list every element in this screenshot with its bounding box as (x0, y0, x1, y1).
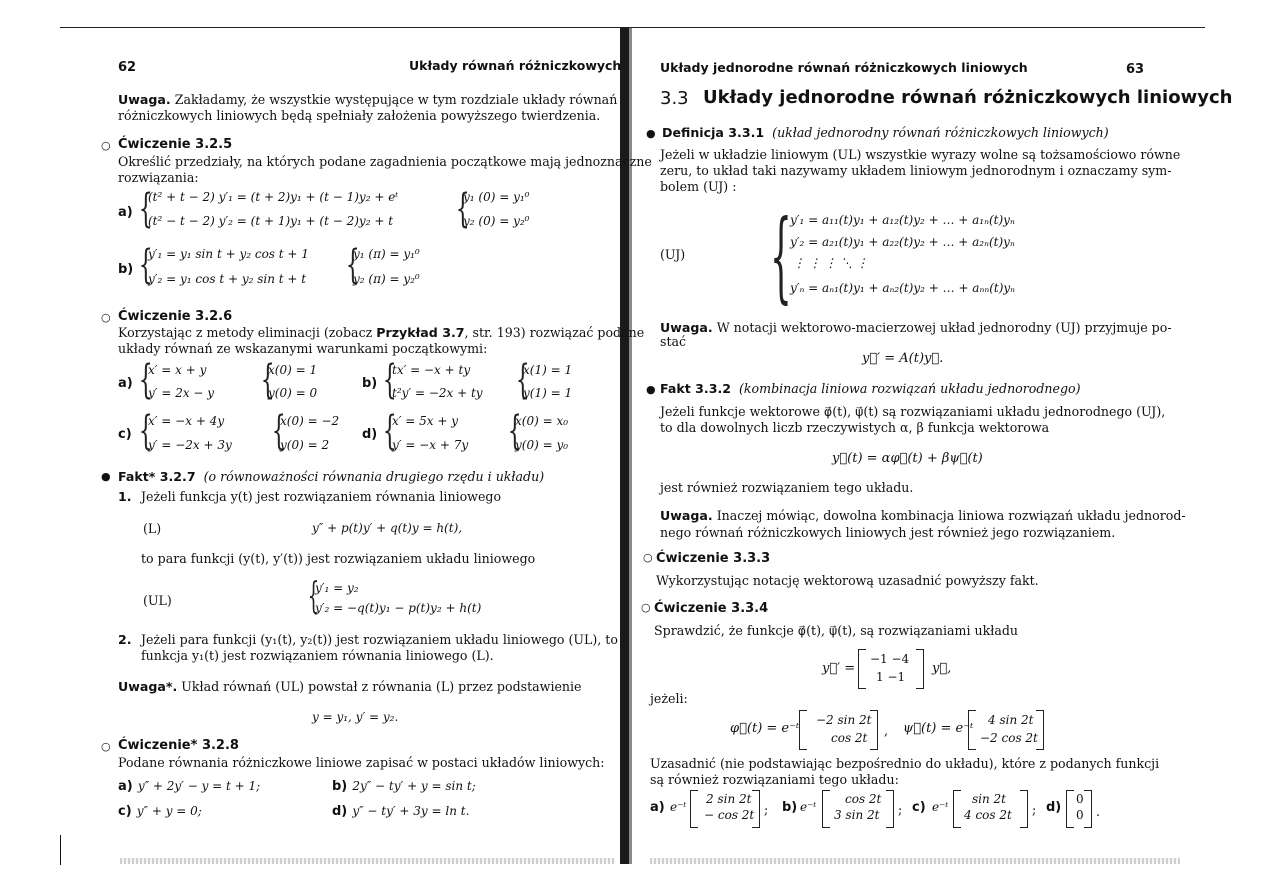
cw326d-ic1: x(0) = x₀ (515, 414, 569, 428)
UJ-row3-dots: ⋮ ⋮ ⋮ ⋱ ⋮ (793, 256, 869, 270)
item-a-label: a) (118, 376, 133, 391)
bracket-right-icon (1036, 710, 1044, 750)
exercise-3-3-4-title: Ćwiczenie 3.3.4 (654, 601, 769, 616)
bracket-left-icon (968, 710, 976, 750)
bullet-icon: ● (646, 127, 656, 140)
answer-c-row1: sin 2t (972, 792, 1006, 806)
cw326c-ic1: x(0) = −2 (280, 414, 340, 428)
cw326b-eq1: tx′ = −x + ty (392, 363, 471, 377)
uwaga-line2: stać (660, 334, 687, 349)
cw328-line1: Podane równania różniczkowe liniowe zapisać w postaci układów liniowych: (118, 755, 605, 770)
bullet-icon: ● (101, 470, 111, 483)
brace-icon: { (770, 200, 792, 314)
equation-L: y″ + p(t)y′ + q(t)y = h(t), (312, 521, 463, 535)
bracket-right-icon (916, 649, 924, 689)
answer-b-row1: cos 2t (845, 792, 882, 806)
brace-icon: { (260, 357, 275, 403)
cw334-line1: Sprawdzić, że funkcje φ⃗(t), ψ⃗(t), są rozwiązaniami układu (654, 623, 1019, 638)
bracket-right-icon (886, 790, 894, 828)
exercise-3-3-3-title: Ćwiczenie 3.3.3 (656, 551, 771, 566)
semicolon-separator: ; (898, 802, 903, 817)
cw326a-eq2: y′ = 2x − y (148, 386, 215, 400)
left-running-head: Układy równań różniczkowych (409, 58, 622, 73)
answer-a-exp: e⁻ᵗ (670, 800, 687, 814)
answer-c-row2: 4 cos 2t (964, 808, 1012, 822)
cw326d-ic2: y(0) = y₀ (515, 438, 569, 452)
answer-c-exp: e⁻ᵗ (932, 800, 949, 814)
combination-equation: y⃗(t) = αφ⃗(t) + βψ⃗(t) (832, 451, 983, 466)
equation-label-L: (L) (143, 521, 162, 536)
item-a-label: a) (118, 205, 133, 220)
cw326b-eq2: t²y′ = −2x + ty (392, 386, 483, 400)
uwaga3-line1: Uwaga. Inaczej mówiąc, dowolna kombinacja liniowa rozwiązań układu jednorod- (660, 508, 1186, 523)
brace-icon: { (382, 357, 397, 403)
UJ-row1: y′₁ = a₁₁(t)y₁ + a₁₂(t)y₂ + … + a₁ₙ(t)yₙ (790, 213, 1015, 227)
bullet-icon: ● (646, 383, 656, 396)
psi-lhs: ψ⃗(t) = e⁻ᵗ (903, 721, 974, 736)
def-line3: bolem (UJ) : (660, 179, 737, 194)
brace-icon: { (455, 186, 470, 232)
brace-icon: { (138, 357, 153, 403)
cw328-item-a: a) y″ + 2y′ − y = t + 1; (118, 779, 261, 794)
cw326a-eq1: x′ = x + y (148, 363, 207, 377)
item-d-label: d) (362, 427, 378, 442)
UJ-row2: y′₂ = a₂₁(t)y₁ + a₂₂(t)y₂ + … + a₂ₙ(t)yₙ (790, 235, 1015, 249)
cw325a-ic1: y₁ (0) = y₁⁰ (463, 190, 530, 204)
right-page-number: 63 (1126, 62, 1145, 77)
cw325b-eq2: y′₂ = y₁ cos t + y₂ sin t + t (148, 272, 307, 286)
fakt332-line3: jest również rozwiązaniem tego układu. (660, 480, 914, 495)
page-edge-mark (60, 835, 61, 865)
system-UL-eq2: y′₂ = −q(t)y₁ − p(t)y₂ + h(t) (315, 601, 482, 615)
uwaga1-line2: różniczkowych liniowych będą spełniały założenia powyższego twierdzenia. (118, 108, 601, 123)
brace-icon: { (138, 408, 153, 454)
right-running-head: Układy jednorodne równań różniczkowych liniowych (660, 60, 1028, 75)
bracket-right-icon (870, 710, 878, 750)
bracket-left-icon (690, 790, 698, 828)
cw326c-eq2: y′ = −2x + 3y (148, 438, 232, 452)
fakt-item-1-number: 1. (118, 489, 132, 504)
bracket-left-icon (822, 790, 830, 828)
exercise-3-2-5-title: Ćwiczenie 3.2.5 (118, 137, 233, 152)
answer-b-row2: 3 sin 2t (834, 808, 880, 822)
cw326c-eq1: x′ = −x + 4y (148, 414, 225, 428)
bracket-right-icon (1020, 790, 1028, 828)
bracket-left-icon (799, 710, 807, 750)
period-separator: . (1096, 804, 1101, 819)
cw325b-eq1: y′₁ = y₁ sin t + y₂ cos t + 1 (148, 247, 309, 261)
answer-b-label: b) (782, 800, 798, 815)
cw326a-ic2: y(0) = 0 (268, 386, 318, 400)
phi-row1: −2 sin 2t (816, 713, 872, 727)
bracket-left-icon (1066, 790, 1074, 828)
section-number: 3.3 (660, 88, 689, 109)
brace-icon: { (382, 408, 397, 454)
cw326c-ic2: y(0) = 2 (280, 438, 330, 452)
comma-separator: , (884, 723, 889, 738)
scan-artifact-right (650, 858, 1180, 864)
cw328-item-c: c) y″ + y = 0; (118, 804, 202, 819)
substitution-equation: y = y₁, y′ = y₂. (312, 710, 399, 724)
brace-icon: { (515, 357, 530, 403)
fakt-3-3-2-title: Fakt 3.3.2 (kombinacja liniowa rozwiązań układu jednorodnego) (660, 381, 1081, 396)
vector-equation: y⃗′ = A(t)y⃗. (862, 351, 944, 366)
definition-3-3-1-title: Definicja 3.3.1 (układ jednorodny równań różniczkowych liniowych) (662, 125, 1109, 140)
cw333-line1: Wykorzystując notację wektorową uzasadnić powyższy fakt. (656, 573, 1039, 588)
bracket-right-icon (752, 790, 760, 828)
brace-icon: { (507, 408, 522, 454)
exercise-3-2-8-title: Ćwiczenie* 3.2.8 (118, 738, 239, 753)
equation-label-UL: (UL) (143, 593, 172, 608)
exercise-circle-icon: ○ (101, 311, 111, 324)
phi-lhs: φ⃗(t) = e⁻ᵗ (730, 721, 800, 736)
answer-d-row2: 0 (1076, 808, 1084, 822)
fakt-item-1-text: Jeżeli funkcja y(t) jest rozwiązaniem równania liniowego (141, 489, 502, 504)
semicolon-separator: ; (1032, 802, 1037, 817)
answer-d-label: d) (1046, 800, 1062, 815)
item-b-label: b) (118, 262, 134, 277)
fakt-item-2-line1: Jeżeli para funkcji (y₁(t), y₂(t)) jest rozwiązaniem układu liniowego (UL), to (141, 632, 618, 647)
brace-icon: { (307, 576, 320, 617)
exercise-circle-icon: ○ (101, 139, 111, 152)
semicolon-separator: ; (764, 802, 769, 817)
cw326d-eq2: y′ = −x + 7y (392, 438, 469, 452)
cw325-line2: rozwiązania: (118, 170, 199, 185)
left-page-number: 62 (118, 60, 137, 75)
uz-line1: Uzasadnić (nie podstawiając bezpośrednio do układu), które z podanych funkcji (650, 756, 1160, 771)
cw325a-eq1: (t² + t − 2) y′₁ = (t + 2)y₁ + (t − 1)y₂ + eᵗ (148, 190, 399, 204)
scan-artifact-left (120, 858, 615, 864)
cw325a-ic2: y₂ (0) = y₂⁰ (463, 214, 530, 228)
brace-icon: { (345, 242, 360, 288)
fakt-item-2-line2: funkcja y₁(t) jest rozwiązaniem równania liniowego (L). (141, 648, 494, 663)
def-line2: zeru, to układ taki nazywamy układem liniowym jednorodnym i oznaczamy sym- (660, 163, 1172, 178)
bracket-left-icon (858, 649, 866, 689)
section-title: Układy jednorodne równań różniczkowych liniowych (703, 87, 1233, 108)
answer-b-exp: e⁻ᵗ (800, 800, 817, 814)
fakt-3-2-7-title: Fakt* 3.2.7 (o równoważności równania drugiego rzędu i układu) (118, 469, 545, 484)
psi-row2: −2 cos 2t (980, 731, 1038, 745)
matrix-row2: 1 −1 (876, 670, 906, 684)
bracket-right-icon (1084, 790, 1092, 828)
item-c-label: c) (118, 427, 132, 442)
fakt-item-2-number: 2. (118, 632, 132, 647)
cw326b-ic2: y(1) = 1 (523, 386, 573, 400)
uwaga-line1: Uwaga. W notacji wektorowo-macierzowej układ jednorodny (UJ) przyjmuje po- (660, 320, 1172, 335)
cw326b-ic1: x(1) = 1 (523, 363, 573, 377)
exercise-circle-icon: ○ (643, 551, 653, 564)
system-UL-eq1: y′₁ = y₂ (315, 581, 359, 595)
cw328-item-b: b) 2y″ − ty′ + y = sin t; (332, 779, 476, 794)
def-line1: Jeżeli w układzie liniowym (UL) wszystkie wyrazy wolne są tożsamościowo równe (660, 147, 1181, 162)
answer-a-label: a) (650, 800, 665, 815)
top-rule (60, 27, 1205, 28)
matrix-row1: −1 −4 (870, 652, 910, 666)
exercise-3-2-6-title: Ćwiczenie 3.2.6 (118, 309, 233, 324)
answer-c-label: c) (912, 800, 926, 815)
uwaga2-line: Uwaga*. Układ równań (UL) powstał z równania (L) przez podstawienie (118, 679, 582, 694)
UJ-row-n: y′ₙ = aₙ₁(t)y₁ + aₙ₂(t)y₂ + … + aₙₙ(t)yₙ (790, 281, 1016, 295)
cw325a-eq2: (t² − t − 2) y′₂ = (t + 1)y₁ + (t − 2)y₂ + t (148, 214, 394, 228)
exercise-circle-icon: ○ (101, 740, 111, 753)
equation-label-UJ: (UJ) (660, 247, 686, 262)
cw325b-ic1: y₁ (π) = y₁⁰ (353, 247, 420, 261)
brace-icon: { (138, 242, 153, 288)
fakt332-line2: to dla dowolnych liczb rzeczywistych α, β funkcja wektorowa (660, 420, 1050, 435)
answer-d-row1: 0 (1076, 792, 1084, 806)
fakt332-line1: Jeżeli funkcje wektorowe φ⃗(t), ψ⃗(t) są rozwiązaniami układu jednorodnego (UJ), (660, 404, 1166, 419)
fakt-item-1-text2: to para funkcji (y(t), y′(t)) jest rozwiązaniem układu liniowego (141, 551, 536, 566)
jezeli-text: jeżeli: (650, 691, 688, 706)
cw326a-ic1: x(0) = 1 (268, 363, 318, 377)
brace-icon: { (271, 408, 286, 454)
uwaga1-line1: Uwaga. Zakładamy, że wszystkie występujące w tym rozdziale układy równań (118, 92, 618, 107)
answer-a-row2: − cos 2t (704, 808, 755, 822)
cw326d-eq1: x′ = 5x + y (392, 414, 459, 428)
psi-row1: 4 sin 2t (988, 713, 1034, 727)
matrix-lhs: y⃗′ = (822, 661, 856, 676)
exercise-circle-icon: ○ (641, 601, 651, 614)
cw326-line1: Korzystając z metody eliminacji (zobacz Przykład 3.7, str. 193) rozwiązać podane (118, 325, 645, 340)
brace-icon: { (138, 186, 153, 232)
item-b-label: b) (362, 376, 378, 391)
bracket-left-icon (953, 790, 961, 828)
cw328-item-d: d) y″ − ty′ + 3y = ln t. (332, 804, 470, 819)
cw326-line2: układy równań ze wskazanymi warunkami początkowymi: (118, 341, 488, 356)
answer-a-row1: 2 sin 2t (706, 792, 752, 806)
cw325b-ic2: y₂ (π) = y₂⁰ (353, 272, 420, 286)
cw325-line1: Określić przedziały, na których podane zagadnienia początkowe mają jednoznaczne (118, 154, 652, 169)
uz-line2: są również rozwiązaniami tego układu: (650, 772, 899, 787)
uwaga3-line2: nego równań różniczkowych liniowych jest również jego rozwiązaniem. (660, 525, 1116, 540)
phi-row2: cos 2t (831, 731, 868, 745)
matrix-rhs: y⃗, (932, 661, 952, 676)
